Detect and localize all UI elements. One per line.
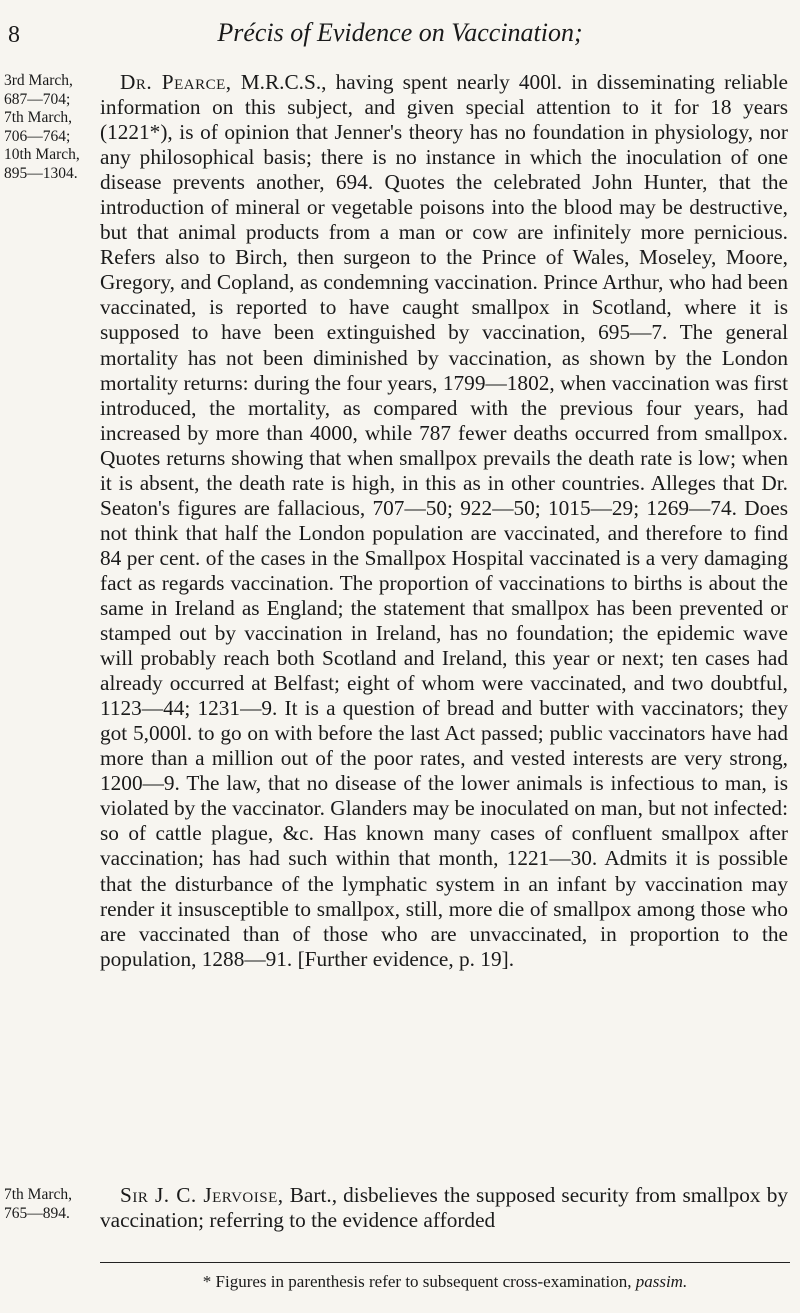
footnote-divider [100,1262,790,1263]
entry-pearce [100,70,788,972]
entry-paragraph [100,1183,788,1233]
margin-note-line: 706—764; [4,127,71,145]
margin-note-line: 765—894. [4,1204,70,1222]
margin-note-line: 7th March, [4,109,73,126]
footnote [100,1272,790,1292]
entry-body: M.R.C.S., having spent nearly 400l. in disseminating reliable information on this subject, and given special attention to it for 18 years (1221*), is of opinion that Jenner's theory has no foundation in physiology, nor any philosophical basis; there is no instance in which the inoculation of one disease prevents another, 694. Quotes the celebrated John Hunter, that the introduction of mineral or vegetable poisons into the blood may be destructive, but that animal products from a man or cow are infinitely more pernicious. Refers also to Birch, then surgeon to the Prince of Wales, Moseley, Moore, Gregory, and Copland, as condemning vaccination. Prince Arthur, who had been vaccinated, is reported to have caught smallpox in Scotland, where it is supposed to have been extinguished by vaccination, 695—7. The general mortality has not been diminished by vaccination, as shown by the London mortality returns: during the four years, 1799—1802, when vaccination was first introduced, the mortality, as compared with the previous four years, had increased by more than 4000, while 787 fewer deaths occurred from smallpox. Quotes returns showing that when smallpox prevails the death rate is low; when it is absent, the death rate is high, in this as in other countries. Alleges that Dr. Seaton's figures are fallacious, 707—50; 922—50; 1015—29; 1269—74. Does not think that half the London population are vaccinated, and therefore to find 84 per cent. of the cases in the Smallpox Hospital vaccinated is a very damaging fact as regards vaccination. The proportion of vaccinations to births is about the same in Ireland as England; the statement that smallpox has been prevented or stamped out by vaccination in Ireland, has no foundation; the epidemic wave will probably reach both Scotland and Ireland, this year or next; ten cases had already occurred at Belfast; eight of whom were vaccinated, and two doubtful, 1123—44; 1231—9. It is a question of bread and butter with vaccinators; they got 5,000l. to go on with before the last Act passed; public vaccinators have had more than a million out of the poor rates, and vested interests are very strong, 1200—9. The law, that no disease of the lower animals is infectious to man, is violated by the vaccinator. Glanders may be inoculated on man, but not infected: so of cattle plague, &c. Has known many cases of confluent smallpox after vaccination; has had such within that month, 1221—30. Admits it is possible that the disturbance of the lymphatic system in an infant by vaccination may render it insusceptible to smallpox, still, more die of smallpox among those who are vaccinated than of those who are unvaccinated, in proportion to the population, 1288—91. [Further evidence, p. 19]. [100,70,788,971]
page-number: 8 [8,22,20,48]
footnote-emphasis: passim. [635,1272,688,1291]
entry-jervoise [100,1183,788,1233]
speaker-name: Sir J. C. Jervoise, [120,1183,284,1207]
speaker-name: Dr. Pearce, [120,70,232,94]
margin-note-line: 687—704; [4,90,71,108]
entry-paragraph [100,70,788,972]
entry-body: Bart., disbelieves the supposed security from smallpox by vaccination; referring to the evidence afforded [100,1183,788,1233]
footnote-text: Figures in parenthesis refer to subsequent cross-examination, [211,1272,636,1291]
margin-note-pearce [4,72,80,183]
margin-note-line: 3rd March, [4,72,73,89]
margin-note-jervoise [4,1186,72,1223]
margin-note-line: 10th March, [4,146,80,163]
footnote-marker: * [202,1272,212,1291]
margin-note-line: 7th March, [4,1186,73,1203]
running-title: Précis of Evidence on Vaccination; [217,18,583,47]
margin-note-line: 895—1304. [4,164,78,182]
